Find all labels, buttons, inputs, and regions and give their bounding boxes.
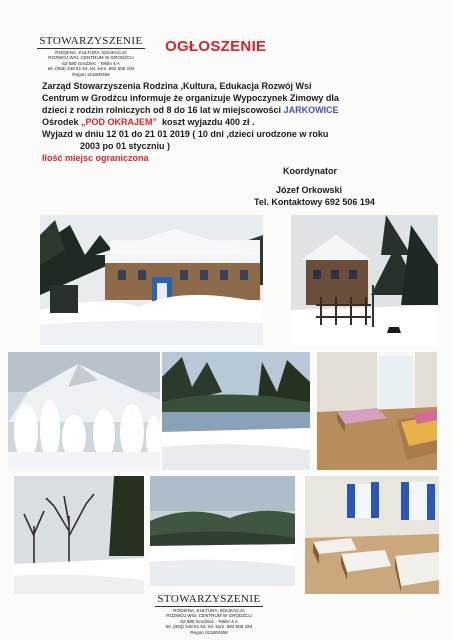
photo-forest-lake <box>162 352 310 470</box>
coordinator-name: Józef Orkowski <box>276 185 343 195</box>
stamp-line: 62-580 Grodziec - Teklin 4 A <box>180 618 238 624</box>
announcement-text: dzieci z rodzin rolniczych od 8 do 16 lat w miejscowości <box>42 105 284 115</box>
stamp-line: 62-580 Grodziec - Teklin 4 A <box>62 60 120 66</box>
stamp-line: Regon 311800458 <box>190 629 228 635</box>
stamp-line: ROZWÓJ WSI, CENTRUM W GRODŹCU <box>166 613 252 619</box>
announcement-line: Wyjazd w dniu 12 01 do 21 01 2019 ( 10 dni ,dzieci urodzone w roku <box>42 129 329 139</box>
stamp-line: RODZINA, KULTURA, EDUKACJA <box>173 607 245 613</box>
page-title: OGŁOSZENIE <box>165 38 267 55</box>
announcement-line: Centrum w Grodźcu informuje że organizuje Wypoczynek Zimowy dla <box>42 93 339 103</box>
photo-chalet-winter <box>40 215 263 345</box>
association-stamp-top <box>36 31 146 77</box>
announcement-line: 2003 po 01 styczniu ) <box>80 141 171 151</box>
photo-bedroom-one <box>317 352 437 470</box>
coordinator-phone: Tel. Kontaktowy 692 506 194 <box>254 197 375 207</box>
photo-valley-view <box>150 476 295 586</box>
place-name: JARKOWICE <box>283 105 339 115</box>
stamp-line: Regon 311800458 <box>72 71 110 77</box>
coordinator-label: Koordynator <box>283 166 337 176</box>
limited-places-notice: Ilość miejsc ograniczona <box>42 153 149 163</box>
stamp-line: ROZWÓJ WSI, CENTRUM W GRODŹCU <box>48 55 134 61</box>
photo-bedroom-two <box>305 476 439 594</box>
stamp-line: tel. (063) 248 51 64, tel. kom. 692 506 194 <box>165 624 253 630</box>
stamp-title: STOWARZYSZENIE <box>39 35 143 47</box>
stamp-line: tel. (063) 248 51 64, tel. kom. 692 506 194 <box>47 66 135 72</box>
association-stamp-bottom <box>154 589 264 635</box>
resort-name: „POD OKRAJEM” <box>81 117 158 127</box>
photo-bare-trees <box>14 476 144 594</box>
announcement-line: Zarząd Stowarzyszenia Rodzina ,Kultura, Edukacja Rozwój Wsi <box>42 81 312 91</box>
photo-snowy-peak <box>8 352 160 470</box>
announcement-line <box>42 116 255 128</box>
announcement-text: Ośrodek <box>42 117 82 127</box>
stamp-title: STOWARZYSZENIE <box>157 593 261 605</box>
stamp-line: RODZINA, KULTURA, EDUKACJA <box>55 49 127 55</box>
announcement-line <box>42 104 339 116</box>
photo-house-fence <box>291 215 438 345</box>
announcement-text: koszt wyjazdu 400 zł . <box>157 117 255 127</box>
